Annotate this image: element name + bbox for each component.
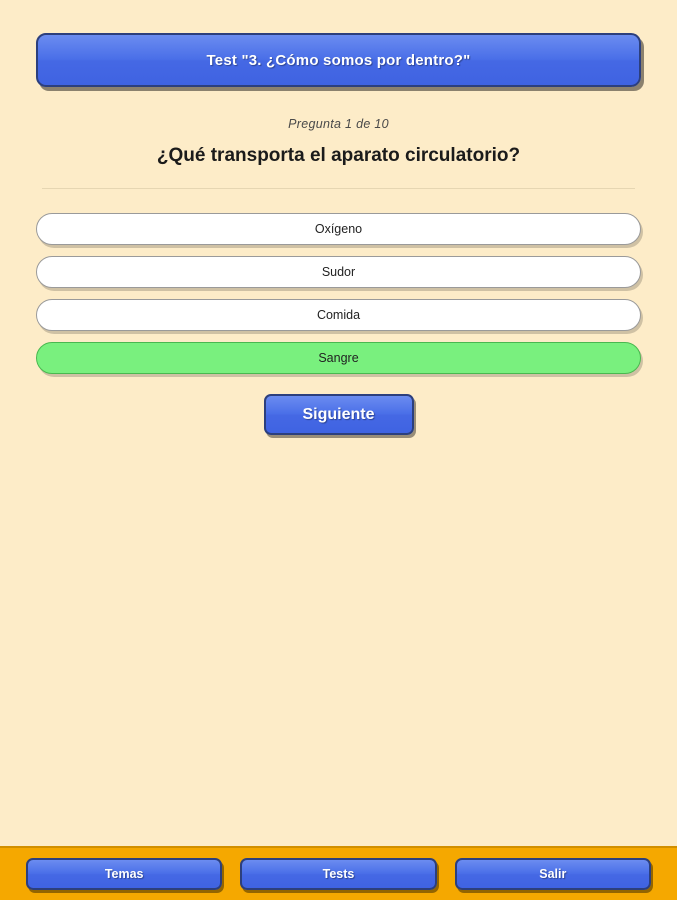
divider — [42, 188, 635, 189]
question-text: ¿Qué transporta el aparato circulatorio? — [156, 145, 521, 166]
answer-option[interactable]: Comida — [36, 299, 641, 331]
question-progress-label: Pregunta 1 de 10 — [288, 117, 389, 131]
nav-button-salir[interactable]: Salir — [455, 858, 651, 890]
next-button-wrapper — [0, 394, 677, 435]
nav-button-temas[interactable]: Temas — [26, 858, 222, 890]
answer-option[interactable]: Oxígeno — [36, 213, 641, 245]
answer-option[interactable]: Sudor — [36, 256, 641, 288]
bottom-navigation-bar — [0, 846, 677, 900]
next-button[interactable]: Siguiente — [264, 394, 414, 435]
test-title-bar: Test "3. ¿Cómo somos por dentro?" — [36, 33, 641, 87]
nav-button-tests[interactable]: Tests — [240, 858, 436, 890]
answer-options-list — [0, 213, 677, 374]
answer-option-selected[interactable]: Sangre — [36, 342, 641, 374]
title-bar-wrapper — [0, 0, 677, 87]
